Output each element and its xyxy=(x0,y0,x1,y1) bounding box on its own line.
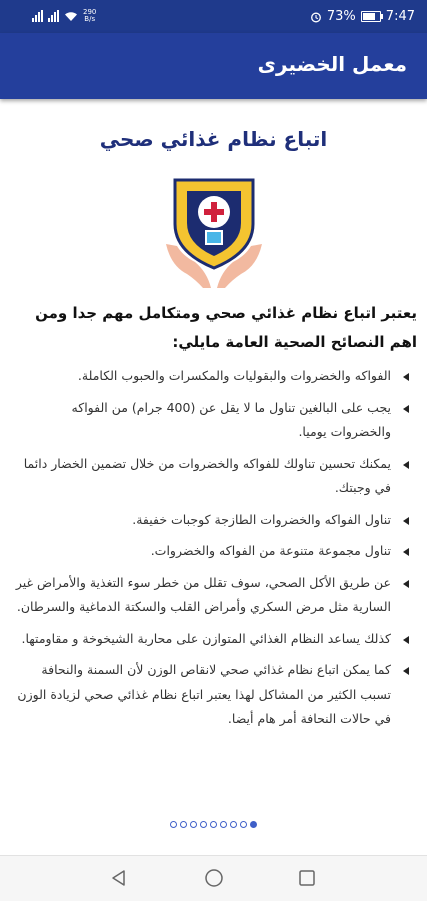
page-dot[interactable] xyxy=(180,821,187,828)
tip-text: كذلك يساعد النظام الغذائي المتوازن على محاربة الشيخوخة و مقاومتها. xyxy=(21,630,391,646)
recents-square-icon[interactable] xyxy=(296,867,318,889)
signal-icon xyxy=(32,10,43,22)
clock-time: 7:47 xyxy=(385,9,415,24)
bullet-triangle-icon xyxy=(403,405,409,413)
network-speed-value: 290 xyxy=(83,8,97,16)
alarm-clock-icon xyxy=(310,11,322,23)
tip-item xyxy=(10,452,409,501)
page-dot[interactable] xyxy=(190,821,197,828)
tip-item xyxy=(10,539,409,564)
bullet-triangle-icon xyxy=(403,636,409,644)
home-circle-icon[interactable] xyxy=(203,867,225,889)
page-dot[interactable] xyxy=(200,821,207,828)
network-speed-unit: B/s xyxy=(84,15,96,23)
app-bar xyxy=(0,33,427,99)
page-dot[interactable] xyxy=(170,821,177,828)
page-title: اتباع نظام غذائي صحي xyxy=(99,127,328,151)
tip-text: يجب على البالغين تناول ما لا يقل عن (400 جرام) من الفواكه والخضروات يوميا. xyxy=(71,399,391,439)
tip-item xyxy=(10,364,409,389)
tip-item xyxy=(10,571,409,620)
tip-text: عن طريق الأكل الصحي، سوف تقلل من خطر سوء التغذية والأمراض غير السارية مثل مرض السكري وأمراض القلب والسكتة الدماغية والسرطان. xyxy=(15,574,391,614)
network-speed xyxy=(83,9,96,23)
bullet-triangle-icon xyxy=(403,580,409,588)
tip-text: يمكنك تحسين تناولك للفواكه والخضروات من خلال تضمين الخضار دائما في وجبتك. xyxy=(23,455,391,495)
article-content[interactable] xyxy=(0,99,427,855)
page-dot[interactable] xyxy=(220,821,227,828)
status-right xyxy=(310,9,415,24)
intro-text: يعتبر اتباع نظام غذائي صحي ومتكامل مهم جدا ومن اهم النصائح الصحية العامة مايلي: xyxy=(35,304,417,351)
health-shield-hands-icon xyxy=(163,176,265,288)
bullet-triangle-icon xyxy=(403,461,409,469)
battery-percent: 73% xyxy=(326,9,356,24)
status-left xyxy=(32,9,96,23)
navigation-bar xyxy=(0,855,427,901)
tips-list xyxy=(10,364,409,739)
tip-text: الفواكه والخضروات والبقوليات والمكسرات والحبوب الكاملة. xyxy=(77,368,391,383)
back-triangle-icon[interactable] xyxy=(108,867,130,889)
tip-item xyxy=(10,396,409,445)
page-dot[interactable] xyxy=(240,821,247,828)
tip-item xyxy=(10,627,409,652)
battery-fill xyxy=(363,13,375,20)
page-indicator xyxy=(0,821,427,828)
tip-item xyxy=(10,508,409,533)
tip-item xyxy=(10,658,409,732)
tip-text: تناول مجموعة متنوعة من الفواكه والخضروات. xyxy=(150,543,391,558)
page-dot[interactable] xyxy=(230,821,237,828)
bullet-triangle-icon xyxy=(403,548,409,556)
bullet-triangle-icon xyxy=(403,517,409,525)
tip-text: تناول الفواكه والخضروات الطازجة كوجبات خفيفة. xyxy=(132,511,391,527)
bullet-triangle-icon xyxy=(403,373,409,381)
status-bar xyxy=(0,0,427,33)
battery-icon xyxy=(361,11,381,22)
wifi-icon xyxy=(64,11,78,22)
page-dot[interactable] xyxy=(210,821,217,828)
page-dot[interactable] xyxy=(250,821,257,828)
bullet-triangle-icon xyxy=(403,667,409,675)
signal-4g-icon xyxy=(48,10,59,22)
tip-text: كما يمكن اتباع نظام غذائي صحي لانقاص الوزن لأن السمنة والنحافة تسبب الكثير من المشاكل لهذا يعتبر اتباع نظام غذائي صحي لزيادة الوزن في حالات النحافة أمر هام أيضا. xyxy=(17,662,391,726)
app-title: معمل الخضيرى xyxy=(257,52,407,76)
